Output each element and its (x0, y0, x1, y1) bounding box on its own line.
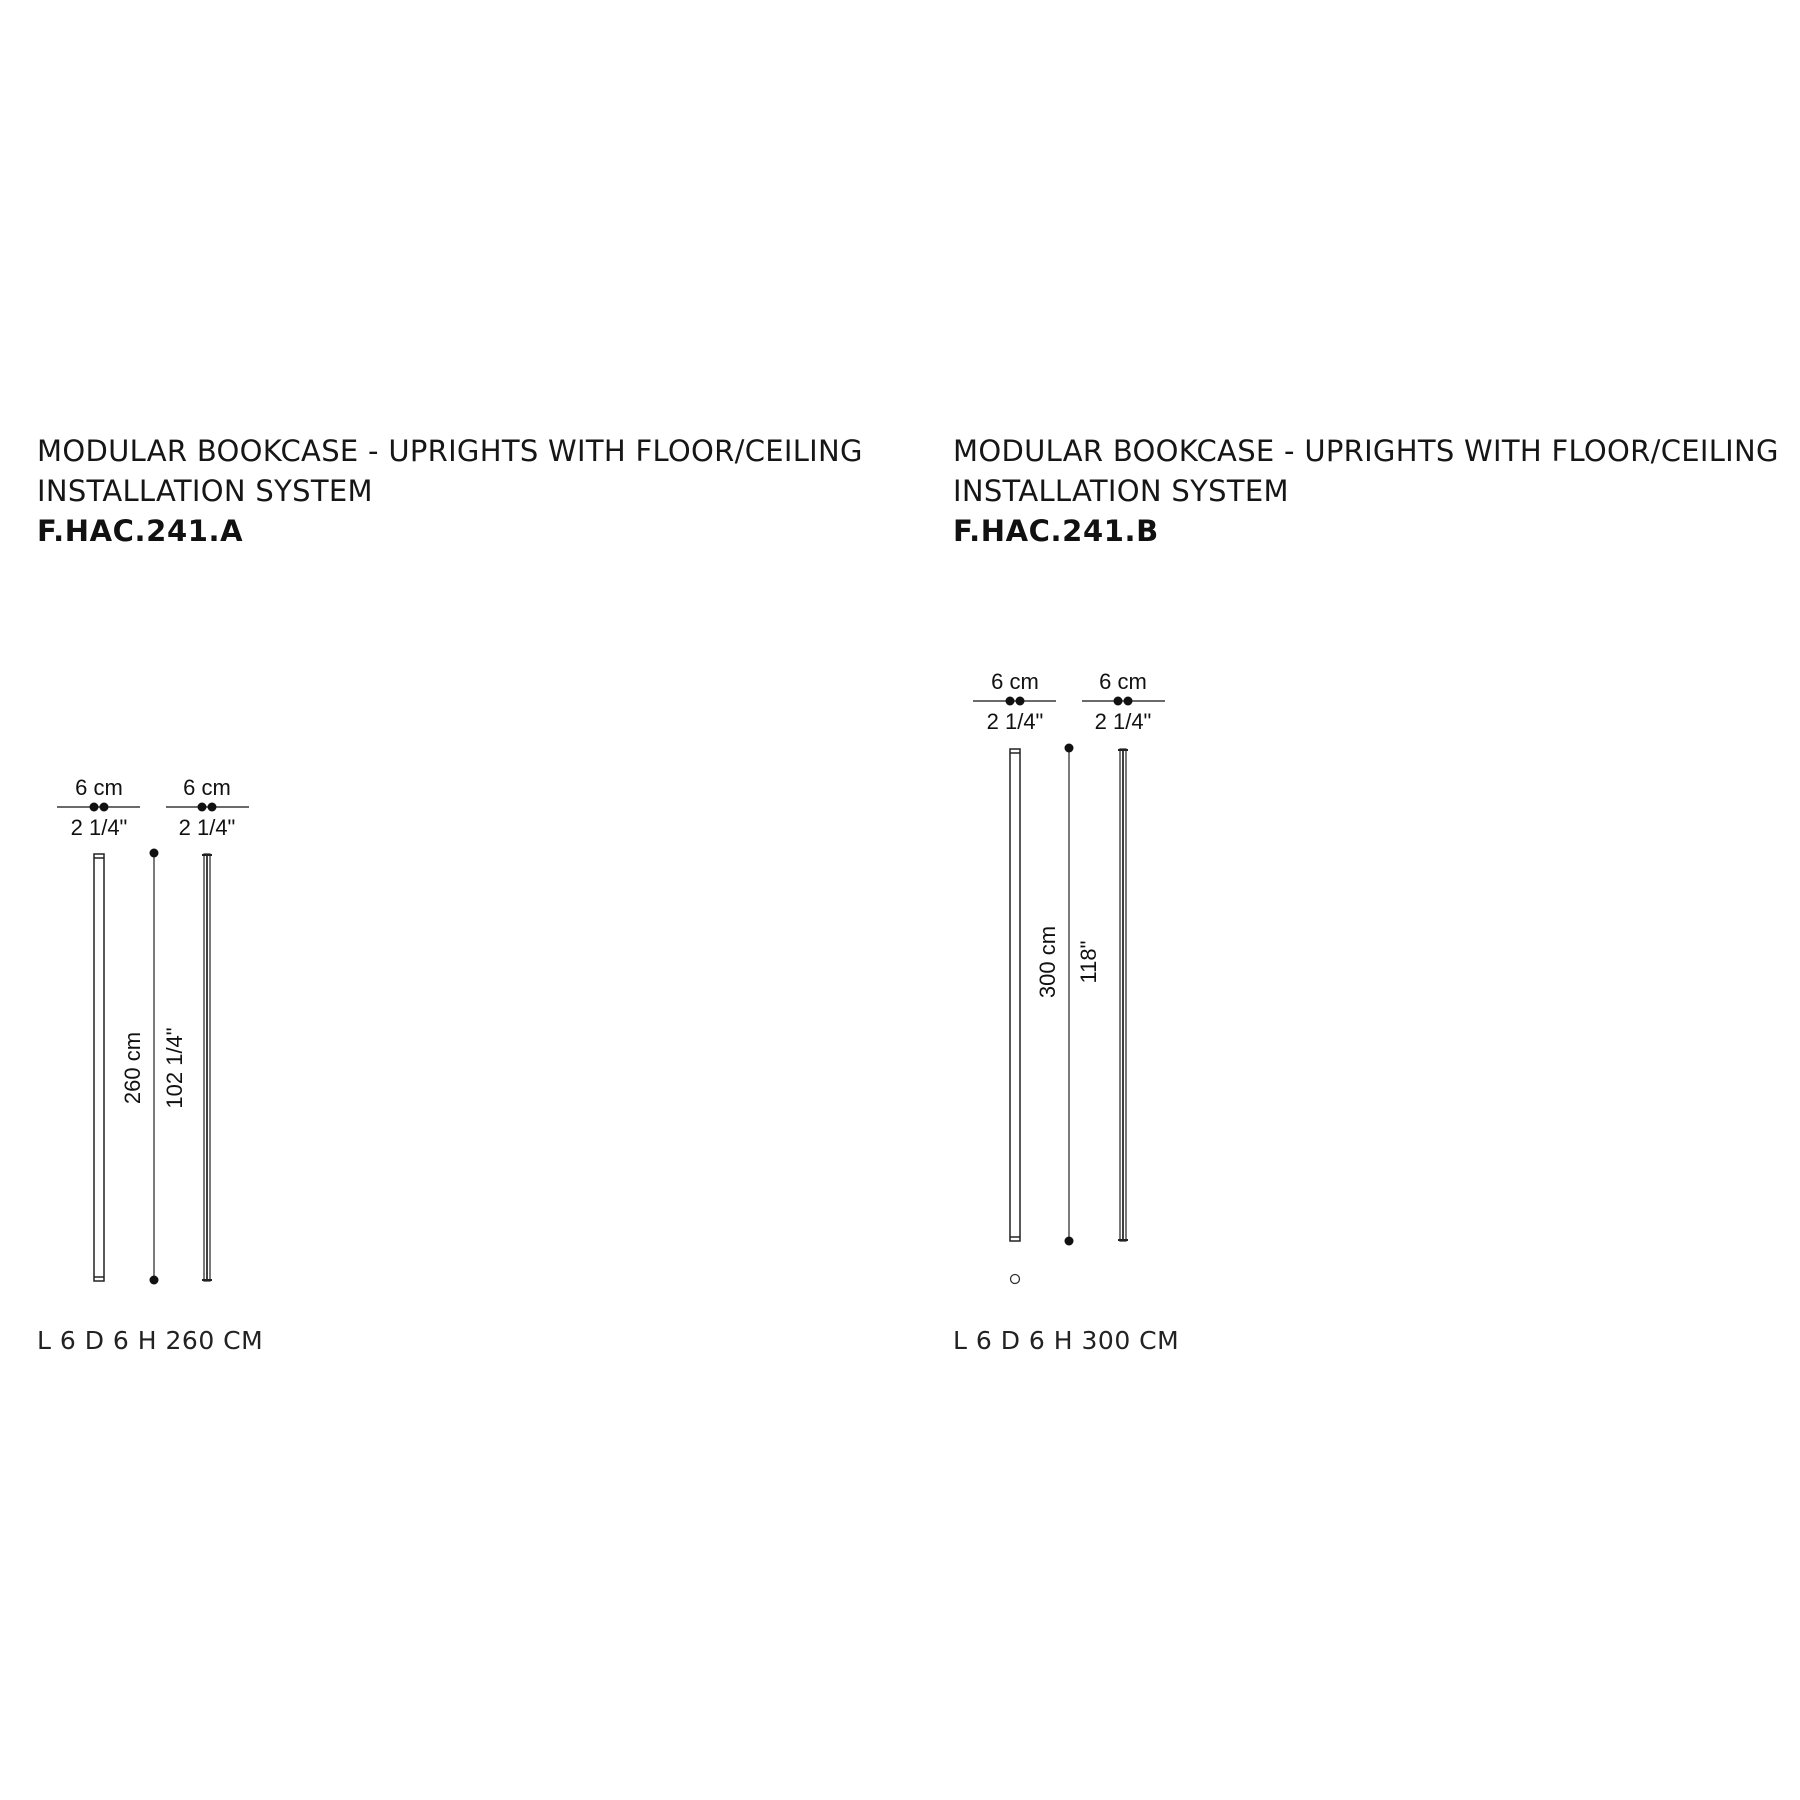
width-in-label: 2 1/4" (986, 709, 1044, 734)
height-in-label: 102 1/4" (162, 1027, 187, 1109)
width-cm-label: 6 cm (183, 775, 231, 800)
product-title-line1: MODULAR BOOKCASE - UPRIGHTS WITH FLOOR/CEILING (953, 434, 1779, 468)
product-title-line1: MODULAR BOOKCASE - UPRIGHTS WITH FLOOR/CEILING (37, 434, 863, 468)
width-dimension-2 (166, 775, 249, 840)
height-cm-label: 260 cm (120, 1031, 145, 1105)
height-cm-label-visible: 300 cm (1035, 925, 1060, 999)
upright-front-view (94, 854, 104, 1281)
width-in-label: 2 1/4" (70, 815, 128, 840)
product-dimensions: L 6 D 6 H 260 CM (37, 1326, 264, 1355)
width-dimension-2 (1082, 669, 1165, 734)
product-title-line2: INSTALLATION SYSTEM (37, 474, 373, 508)
product-title-line2: INSTALLATION SYSTEM (953, 474, 1289, 508)
width-in-label: 2 1/4" (1094, 709, 1152, 734)
width-dimension-1 (973, 669, 1056, 734)
floor-fixing-icon (1011, 1275, 1020, 1284)
product-dimensions: L 6 D 6 H 300 CM (953, 1326, 1180, 1355)
width-in-label: 2 1/4" (178, 815, 236, 840)
product-panel-b (953, 0, 1800, 1800)
width-dimension-1 (57, 775, 140, 840)
upright-front-view (1010, 749, 1020, 1284)
upright-drawing-a (37, 0, 917, 1800)
height-dimension (1035, 744, 1101, 1246)
height-dimension (120, 849, 187, 1285)
upright-side-view (202, 854, 212, 1281)
upright-drawing-b (953, 0, 1800, 1800)
width-cm-label: 6 cm (75, 775, 123, 800)
width-cm-label: 6 cm (991, 669, 1039, 694)
product-code: F.HAC.241.B (953, 514, 1159, 548)
width-cm-label: 6 cm (1099, 669, 1147, 694)
product-panel-a (37, 0, 917, 1800)
upright-side-view (1118, 749, 1128, 1241)
product-code: F.HAC.241.A (37, 514, 244, 548)
height-in-label: 118" (1076, 940, 1101, 984)
